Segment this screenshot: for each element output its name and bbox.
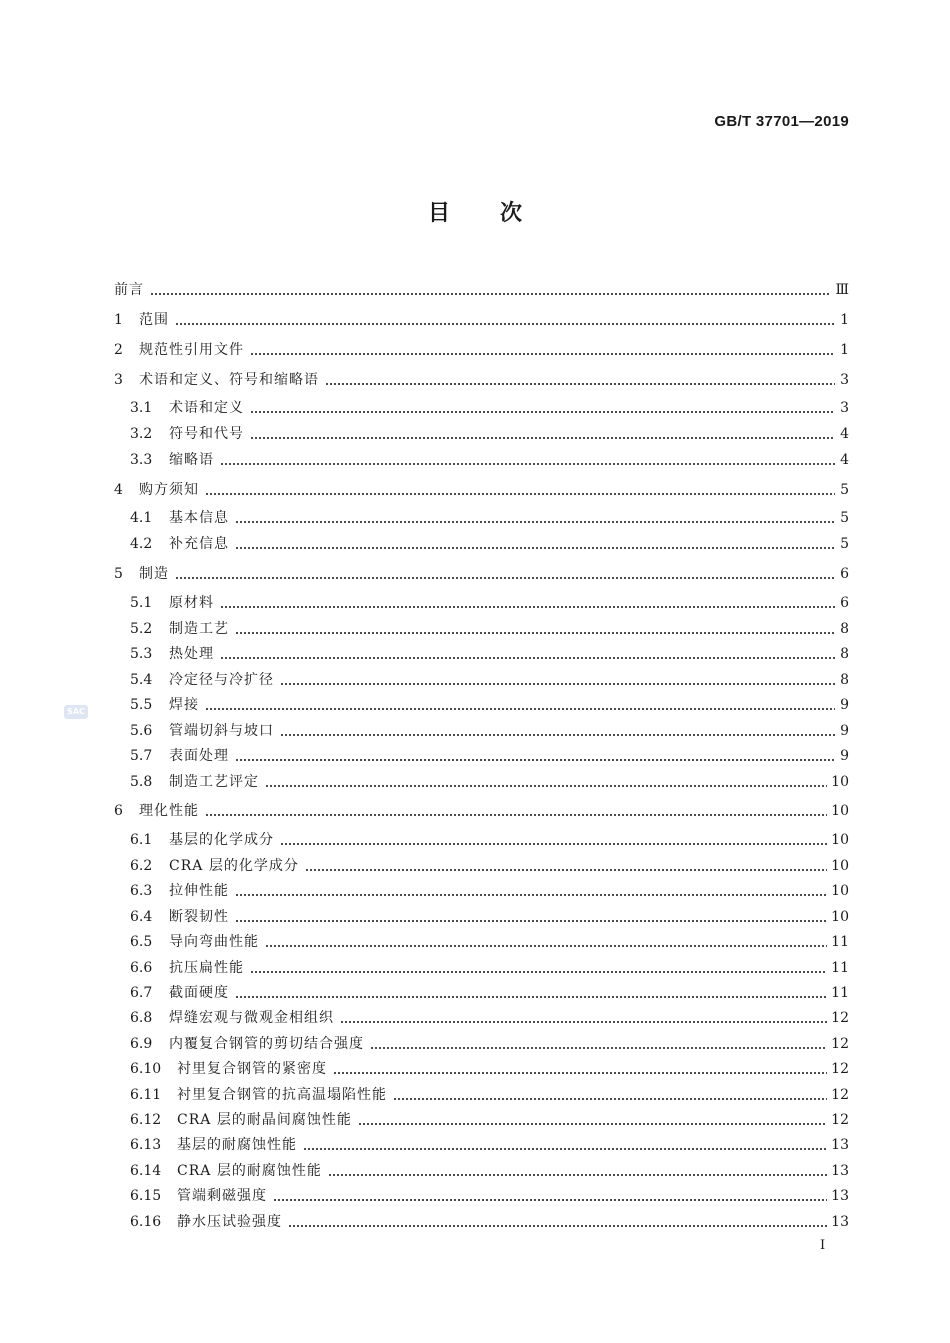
toc-entry[interactable] (130, 1059, 849, 1079)
toc-entry-number: 5.3 (130, 646, 153, 662)
dot-leader (205, 814, 827, 816)
toc-entry[interactable] (130, 508, 849, 528)
toc-entry-label: CRA 层的耐腐蚀性能 (177, 1163, 322, 1179)
toc-entry-label: 截面硬度 (169, 985, 229, 1001)
toc-entry[interactable] (130, 772, 849, 792)
toc-entry-label: 原材料 (169, 595, 214, 611)
toc-entry-page: 10 (831, 883, 849, 899)
toc-entry-page: 11 (831, 960, 849, 976)
toc-entry-page: 12 (831, 1010, 849, 1026)
dot-leader (328, 1174, 827, 1176)
toc-entry-page: 12 (831, 1087, 849, 1103)
toc-entry-label: 抗压扁性能 (169, 960, 244, 976)
toc-entry[interactable] (130, 619, 849, 639)
toc-entry[interactable] (130, 746, 849, 766)
dot-leader (250, 971, 827, 973)
toc-entry-page: 1 (840, 342, 849, 358)
toc-entry[interactable] (130, 856, 849, 876)
toc-entry-number: 6.8 (130, 1010, 153, 1026)
toc-entry[interactable] (130, 670, 849, 690)
dot-leader (235, 894, 827, 896)
dot-leader (265, 945, 827, 947)
toc-entry-number: 6.9 (130, 1036, 153, 1052)
toc-entry-number: 4.2 (130, 536, 153, 552)
toc-entry-page: 6 (840, 595, 849, 611)
footer-page-number: I (820, 1238, 826, 1253)
toc-entry[interactable] (130, 534, 849, 554)
watermark-logo: SAC (64, 705, 88, 719)
toc-entry-number: 3.1 (130, 400, 153, 416)
toc-entry[interactable] (130, 1161, 849, 1181)
toc-entry-label: 静水压试验强度 (177, 1214, 282, 1230)
toc-entry-label: 断裂韧性 (169, 909, 229, 925)
toc-entry[interactable] (130, 932, 849, 952)
dot-leader (250, 437, 835, 439)
toc-entry-label: 焊接 (169, 697, 199, 713)
toc-entry[interactable] (130, 644, 849, 664)
dot-leader (220, 606, 835, 608)
toc-entry[interactable] (114, 480, 849, 500)
toc-entry-label: 前言 (114, 282, 144, 298)
dot-leader (205, 493, 835, 495)
toc-entry[interactable] (130, 983, 849, 1003)
toc-entry-number: 6.4 (130, 909, 153, 925)
dot-leader (280, 734, 835, 736)
dot-leader (220, 657, 835, 659)
toc-entry[interactable] (130, 424, 849, 444)
toc-entry-number: 6.14 (130, 1163, 162, 1179)
dot-leader (235, 920, 827, 922)
toc-entry-label: 表面处理 (169, 748, 229, 764)
dot-leader (250, 353, 835, 355)
dot-leader (393, 1098, 827, 1100)
toc-entry-label: 拉伸性能 (169, 883, 229, 899)
toc-entry-number: 5.6 (130, 723, 153, 739)
toc-entry[interactable] (114, 280, 849, 300)
toc-entry-number: 6.2 (130, 858, 153, 874)
toc-entry-page: 12 (831, 1061, 849, 1077)
toc-entry[interactable] (130, 1008, 849, 1028)
dot-leader (235, 996, 827, 998)
toc-entry-label: 理化性能 (139, 803, 199, 819)
toc-entry-page: 6 (840, 566, 849, 582)
toc-entry-page: 13 (831, 1163, 849, 1179)
toc-entry-number: 5.7 (130, 748, 153, 764)
toc-entry[interactable] (130, 830, 849, 850)
dot-leader (273, 1199, 827, 1201)
toc-entry-page: 1 (840, 312, 849, 328)
toc-entry-number: 1 (114, 312, 123, 328)
toc-entry-number: 5.2 (130, 621, 153, 637)
dot-leader (175, 323, 835, 325)
toc-entry-page: 10 (831, 909, 849, 925)
dot-leader (220, 463, 835, 465)
dot-leader (325, 383, 835, 385)
toc-entry-label: 导向弯曲性能 (169, 934, 259, 950)
toc-entry-label: 基本信息 (169, 510, 229, 526)
dot-leader (235, 759, 835, 761)
toc-entry-number: 6.1 (130, 832, 153, 848)
toc-entry[interactable] (114, 370, 849, 390)
toc-entry[interactable] (130, 1186, 849, 1206)
toc-entry-number: 6.3 (130, 883, 153, 899)
toc-entry-label: 管端切斜与坡口 (169, 723, 274, 739)
toc-entry-label: 制造工艺 (169, 621, 229, 637)
toc-title-char-1: 目 (427, 201, 450, 226)
toc-entry-label: 焊缝宏观与微观金相组织 (169, 1010, 334, 1026)
toc-entry-page: 10 (831, 803, 849, 819)
toc-entry-label: 术语和定义 (169, 400, 244, 416)
toc-entry[interactable] (130, 450, 849, 470)
toc-entry-label: CRA 层的化学成分 (169, 858, 299, 874)
toc-entry-page: Ⅲ (835, 282, 849, 298)
toc-entry-label: 基层的耐腐蚀性能 (177, 1137, 297, 1153)
toc-entry-page: 3 (840, 372, 849, 388)
dot-leader (358, 1123, 827, 1125)
toc-entry-page: 4 (840, 452, 849, 468)
toc-entry-label: 冷定径与冷扩径 (169, 672, 274, 688)
toc-entry[interactable] (130, 1110, 849, 1130)
toc-entry-page: 9 (840, 697, 849, 713)
standard-code: GB/T 37701—2019 (714, 113, 849, 130)
toc-entry[interactable] (130, 907, 849, 927)
dot-leader (280, 843, 827, 845)
toc-entry-number: 5 (114, 566, 123, 582)
toc-entry-number: 4.1 (130, 510, 153, 526)
toc-entry[interactable] (130, 1135, 849, 1155)
toc-entry-label: 术语和定义、符号和缩略语 (139, 372, 319, 388)
toc-entry-page: 5 (840, 536, 849, 552)
toc-entry-page: 12 (831, 1036, 849, 1052)
toc-entry-label: 缩略语 (169, 452, 214, 468)
toc-entry-label: 热处理 (169, 646, 214, 662)
toc-entry-label: 符号和代号 (169, 426, 244, 442)
toc-entry-page: 13 (831, 1188, 849, 1204)
toc-entry[interactable] (114, 310, 849, 330)
toc-entry[interactable] (130, 1085, 849, 1105)
toc-entry-number: 6.16 (130, 1214, 162, 1230)
dot-leader (288, 1225, 827, 1227)
toc-entry-number: 6.6 (130, 960, 153, 976)
toc-entry-number: 2 (114, 342, 123, 358)
toc-entry-label: 补充信息 (169, 536, 229, 552)
toc-entry-number: 4 (114, 482, 123, 498)
toc-entry-number: 5.4 (130, 672, 153, 688)
toc-title (0, 196, 950, 227)
dot-leader (235, 521, 835, 523)
dot-leader (150, 293, 831, 295)
dot-leader (333, 1072, 827, 1074)
dot-leader (250, 411, 835, 413)
toc-entry-number: 6.5 (130, 934, 153, 950)
dot-leader (235, 547, 835, 549)
toc-entry-number: 5.8 (130, 774, 153, 790)
toc-entry-number: 6.15 (130, 1188, 162, 1204)
toc-entry-label: 规范性引用文件 (139, 342, 244, 358)
toc-entry-number: 6.12 (130, 1112, 162, 1128)
toc-entry-label: 制造 (139, 566, 169, 582)
toc-entry-number: 6.11 (130, 1087, 162, 1103)
toc-entry-number: 5.5 (130, 697, 153, 713)
toc-entry-page: 5 (840, 510, 849, 526)
toc-entry-number: 6.10 (130, 1061, 162, 1077)
toc-entry[interactable] (114, 564, 849, 584)
toc-entry-page: 9 (840, 723, 849, 739)
toc-entry-page: 4 (840, 426, 849, 442)
dot-leader (265, 785, 827, 787)
toc-entry-number: 3.2 (130, 426, 153, 442)
toc-entry-page: 11 (831, 934, 849, 950)
toc-entry-label: 衬里复合钢管的抗高温塌陷性能 (177, 1087, 387, 1103)
toc-entry-number: 6 (114, 803, 123, 819)
dot-leader (305, 869, 827, 871)
toc-entry[interactable] (114, 340, 849, 360)
toc-entry-page: 10 (831, 774, 849, 790)
dot-leader (235, 632, 835, 634)
toc-entry-label: 范围 (139, 312, 169, 328)
toc-entry-label: 基层的化学成分 (169, 832, 274, 848)
toc-entry-page: 8 (840, 621, 849, 637)
dot-leader (303, 1148, 827, 1150)
toc-entry-page: 10 (831, 858, 849, 874)
toc-entry[interactable] (130, 958, 849, 978)
toc-entry-number: 3 (114, 372, 123, 388)
toc-entry-number: 3.3 (130, 452, 153, 468)
toc-entry-label: 购方须知 (139, 482, 199, 498)
toc-entry-page: 10 (831, 832, 849, 848)
toc-entry[interactable] (130, 1212, 849, 1232)
toc-entry[interactable] (130, 721, 849, 741)
toc-entry[interactable] (130, 593, 849, 613)
toc-entry-number: 6.13 (130, 1137, 162, 1153)
toc-entry-page: 11 (831, 985, 849, 1001)
toc-entry-page: 5 (840, 482, 849, 498)
toc-entry-number: 5.1 (130, 595, 153, 611)
toc-entry-number: 6.7 (130, 985, 153, 1001)
toc-entry-page: 8 (840, 672, 849, 688)
dot-leader (205, 708, 835, 710)
toc-title-char-2: 次 (500, 201, 523, 226)
toc-entry-page: 9 (840, 748, 849, 764)
toc-entry-page: 3 (840, 400, 849, 416)
toc-entry-page: 13 (831, 1137, 849, 1153)
dot-leader (280, 683, 835, 685)
toc-entry[interactable] (130, 1034, 849, 1054)
toc-entry-page: 12 (831, 1112, 849, 1128)
dot-leader (340, 1021, 827, 1023)
toc-entry-label: 管端剩磁强度 (177, 1188, 267, 1204)
toc-entry[interactable] (114, 801, 849, 821)
toc-entry-page: 8 (840, 646, 849, 662)
toc-entry-label: 制造工艺评定 (169, 774, 259, 790)
toc-entry[interactable] (130, 398, 849, 418)
toc-entry[interactable] (130, 695, 849, 715)
toc-entry-label: 衬里复合钢管的紧密度 (177, 1061, 327, 1077)
toc-entry-page: 13 (831, 1214, 849, 1230)
toc-entry-label: CRA 层的耐晶间腐蚀性能 (177, 1112, 352, 1128)
toc-entry[interactable] (130, 881, 849, 901)
dot-leader (175, 577, 835, 579)
dot-leader (370, 1047, 827, 1049)
toc-entry-label: 内覆复合钢管的剪切结合强度 (169, 1036, 364, 1052)
